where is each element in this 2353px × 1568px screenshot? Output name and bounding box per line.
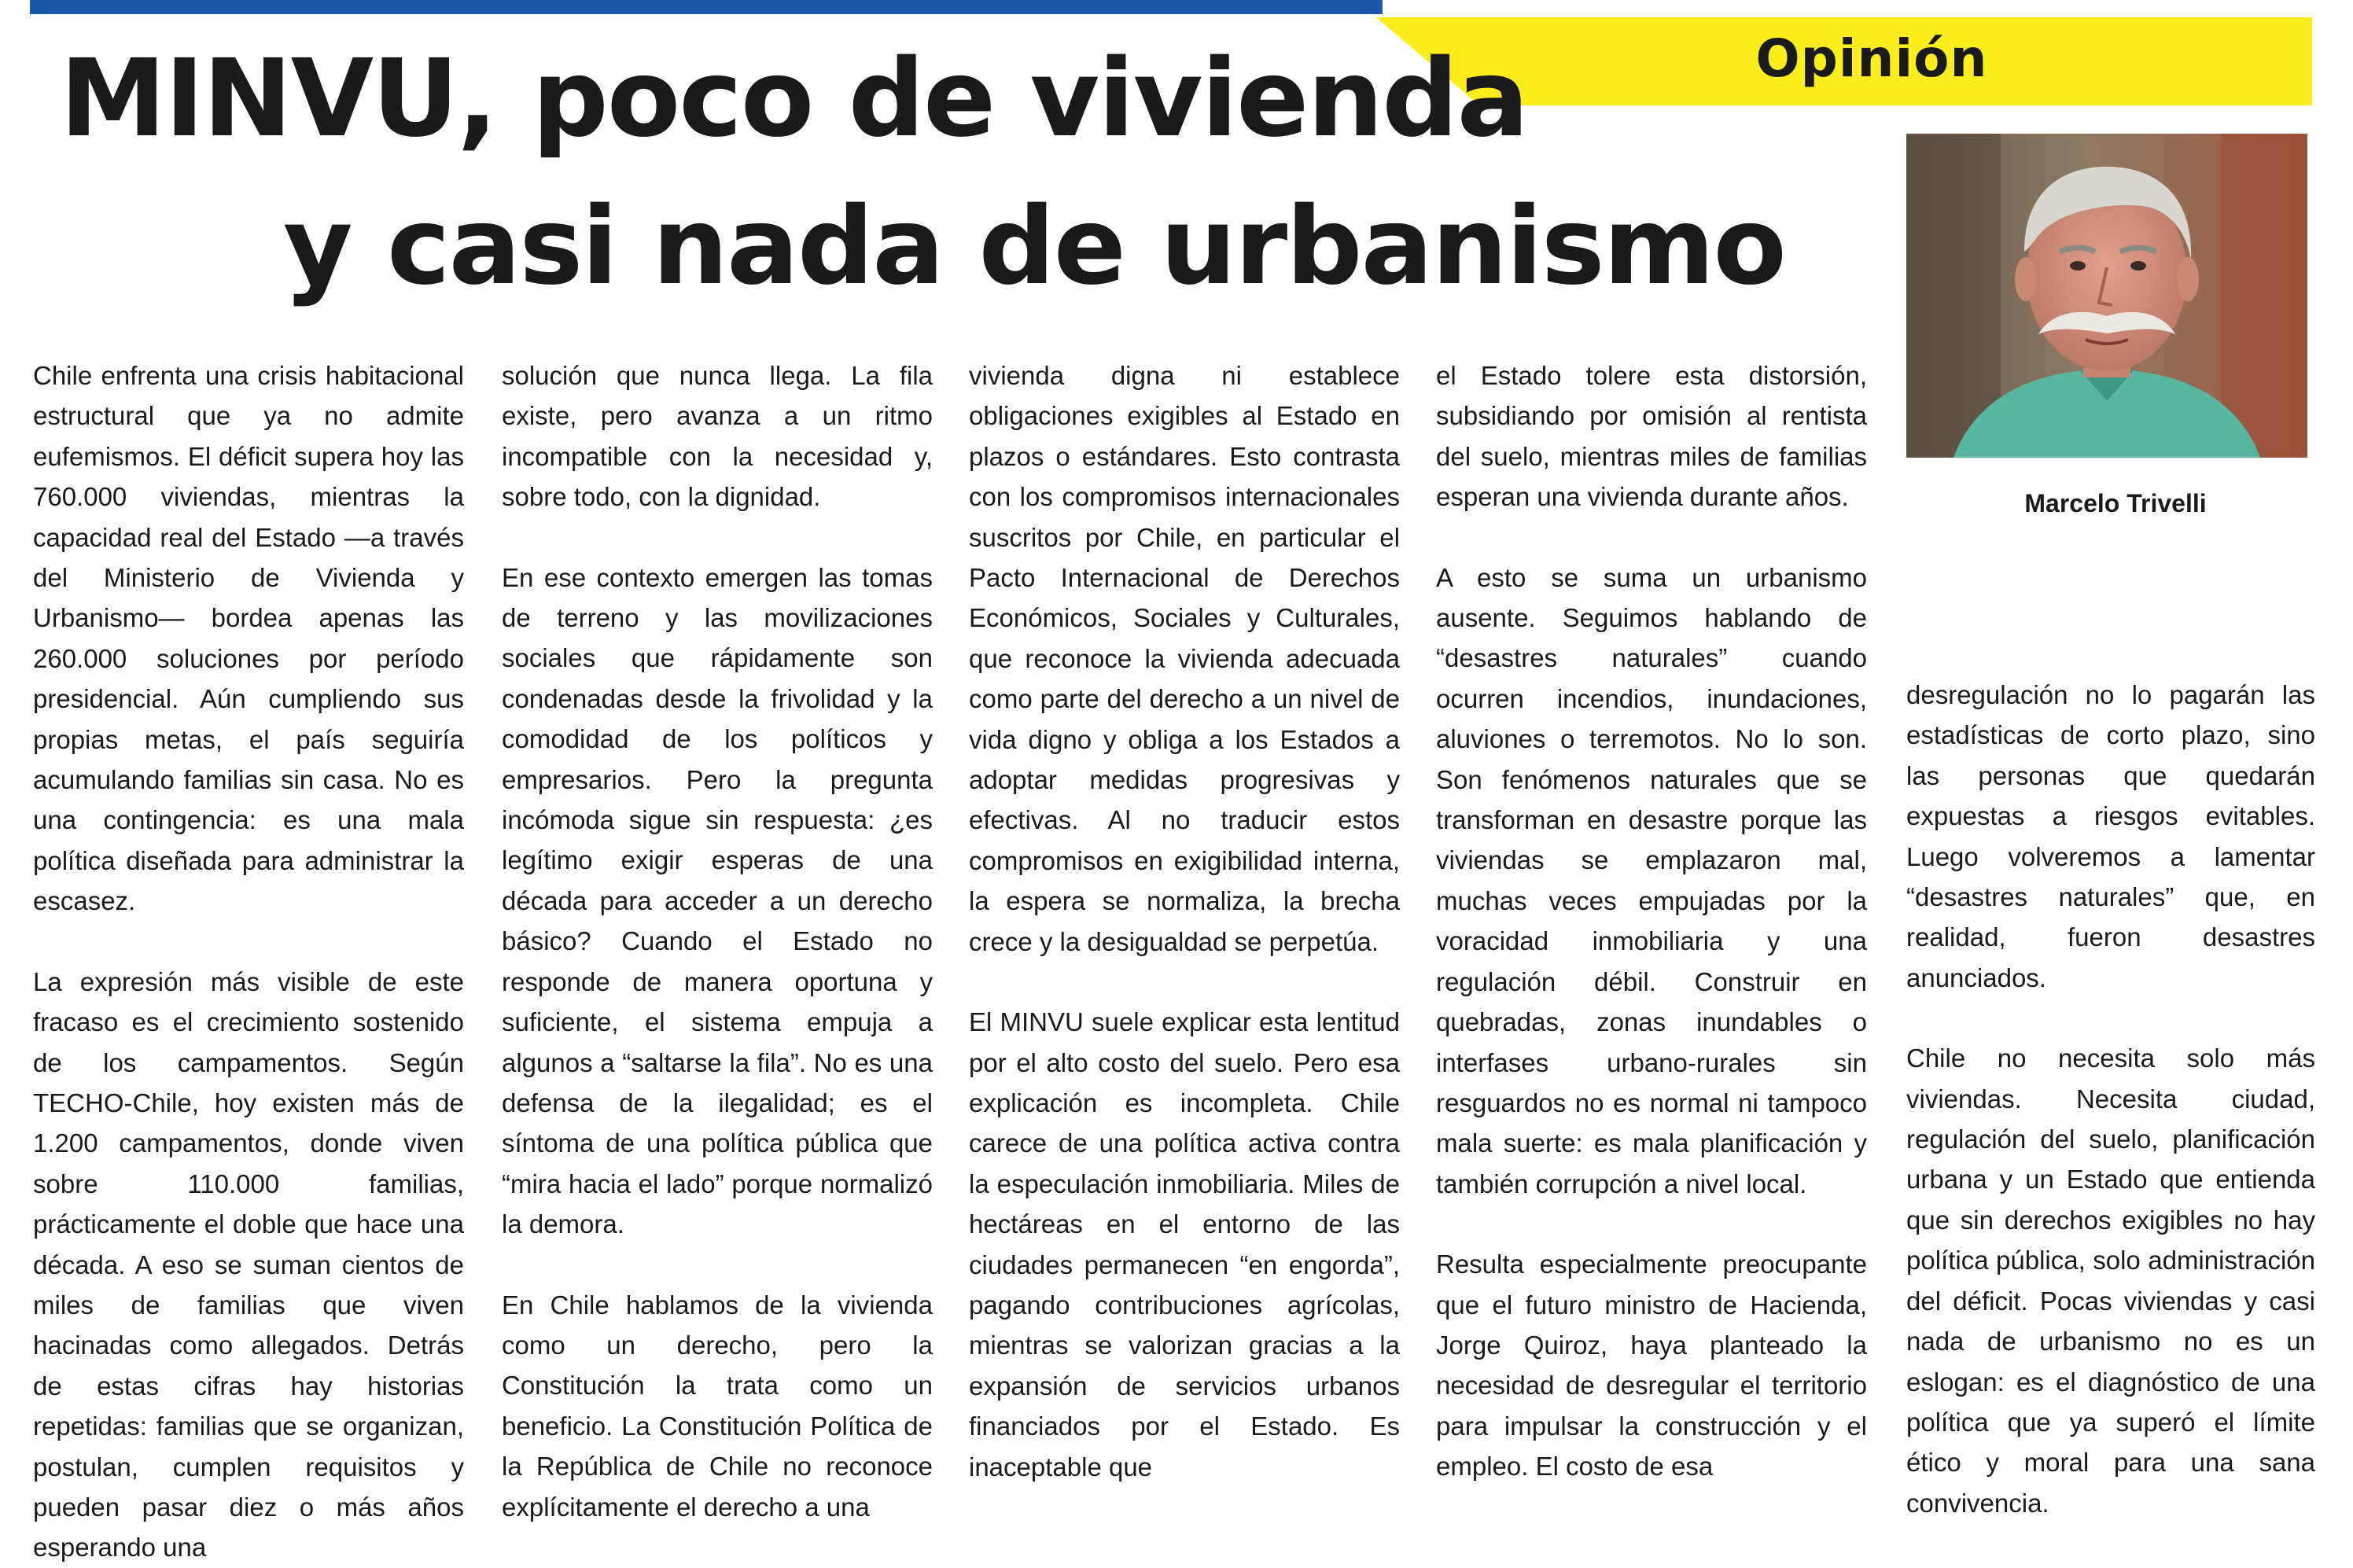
article-column-2 [502,355,933,1527]
paragraph: La expresión más visible de este fracaso es el crecimiento sostenido de los campamentos. Según TECHO-Chile, hoy existen más de 1.200 campamentos, donde viven sobre 110.000 familias, prácticamente el doble que hace una década. A eso se suman cientos de miles de familias que viven hacinadas como allegados. Detrás de estas cifras hay historias repetidas: familias que se organizan, postulan, cumplen requisitos y pueden pasar diez o más años esperando una [33,966,464,1562]
author-byline: Marcelo Trivelli [2024,489,2207,517]
article-column-5 [1906,675,2315,1523]
paragraph: Chile no necesita solo más viviendas. Necesita ciudad, regulación del suelo, planificación urbana y un Estado que entienda que sin derechos exigibles no hay política pública, solo administración del déficit. Pocas viviendas y casi nada de urbanismo no es un eslogan: es el diagnóstico de una política que ya superó el límite ético y moral para una sana convivencia. [1906,1043,2315,1518]
section-label: Opinión [1755,28,1988,89]
article-column-3 [969,355,1400,1487]
article-column-4 [1436,355,1867,1487]
paragraph: El MINVU suele explicar esta lentitud por el alto costo del suelo. Pero esa explicación es incompleta. Chile carece de una política activa contra la especulación inmobiliaria. Miles de hectáreas en el entorno de las ciudades permanecen “en engorda”, pagando contribuciones agrícolas, mientras se valorizan gracias a la expansión de servicios urbanos financiados por el Estado. Es inaceptable que [969,1007,1400,1482]
headline-line-1: MINVU, poco de vivienda [60,37,1528,161]
paragraph: En Chile hablamos de la vivienda como un derecho, pero la Constitución la trata como un beneficio. La Constitución Política de la República de Chile no reconoce explícitamente el derecho a una [502,1290,933,1522]
article-column-1 [33,355,464,1568]
paragraph: Chile enfrenta una crisis habitacional estructural que ya no admite eufemismos. El déficit supera hoy las 760.000 viviendas, mientras la capacidad real del Estado —a través del Ministerio de Vivienda y Urbanismo— bordea apenas las 260.000 soluciones por período presidencial. Aún cumpliendo sus propias metas, el país seguiría acumulando familias sin casa. No es una contingencia: es una mala política diseñada para administrar la escasez. [33,361,464,916]
paragraph: solución que nunca llega. La fila existe, pero avanza a un ritmo incompatible con la necesidad y, sobre todo, con la dignidad. [502,361,933,512]
author-portrait-image [1906,134,2307,458]
paragraph: Resulta especialmente preocupante que el futuro ministro de Hacienda, Jorge Quiroz, haya planteado la necesidad de desregular el territorio para impulsar la construcción y el empleo. El costo de esa [1436,1250,1867,1482]
paragraph: En ese contexto emergen las tomas de terreno y las movilizaciones sociales que rápidamente son condenadas desde la frivolidad y la comodidad de los políticos y empresarios. Pero la pregunta incómoda sigue sin respuesta: ¿es legítimo exigir esperas de una década para acceder a un derecho básico? Cuando el Estado no responde de manera oportuna y suficiente, el sistema empuja a algunos a “saltarse la fila”. No es una defensa de la ilegalidad; es el síntoma de una política pública que “mira hacia el lado” porque normalizó la demora. [502,562,933,1239]
author-photo [1906,134,2307,458]
paragraph: desregulación no lo pagarán las estadísticas de corto plazo, sino las personas que quedarán expuestas a riesgos evitables. Luego volveremos a lamentar “desastres naturales” que, en realidad, fueron desastres anunciados. [1906,680,2315,992]
paragraph: el Estado tolere esta distorsión, subsidiando por omisión al rentista del suelo, mientras miles de familias esperan una vivienda durante años. [1436,361,1867,512]
headline-line-2: y casi nada de urbanismo [283,185,1785,309]
paragraph: vivienda digna ni establece obligaciones exigibles al Estado en plazos o estándares. Esto contrasta con los compromisos internacionales suscritos por Chile, en particular el Pacto Internacional de Derechos Económicos, Sociales y Culturales, que reconoce la vivienda adecuada como parte del derecho a un nivel de vida digno y obliga a los Estados a adoptar medidas progresivas y efectivas. Al no traducir estos compromisos en exigibilidad interna, la espera se normaliza, la brecha crece y la desigualdad se perpetúa. [969,361,1400,956]
paragraph: A esto se suma un urbanismo ausente. Seguimos hablando de “desastres naturales” cuando ocurren incendios, inundaciones, aluviones o terremotos. No lo son. Son fenómenos naturales que se transforman en desastre porque las viviendas se emplazaron mal, muchas veces empujadas por la voracidad inmobiliaria y una regulación débil. Construir en quebradas, zonas inundables o interfases urbano-rurales sin resguardos no es normal ni tampoco mala suerte: es mala planificación y también corrupción a nivel local. [1436,562,1867,1198]
top-color-bar [30,0,1383,14]
